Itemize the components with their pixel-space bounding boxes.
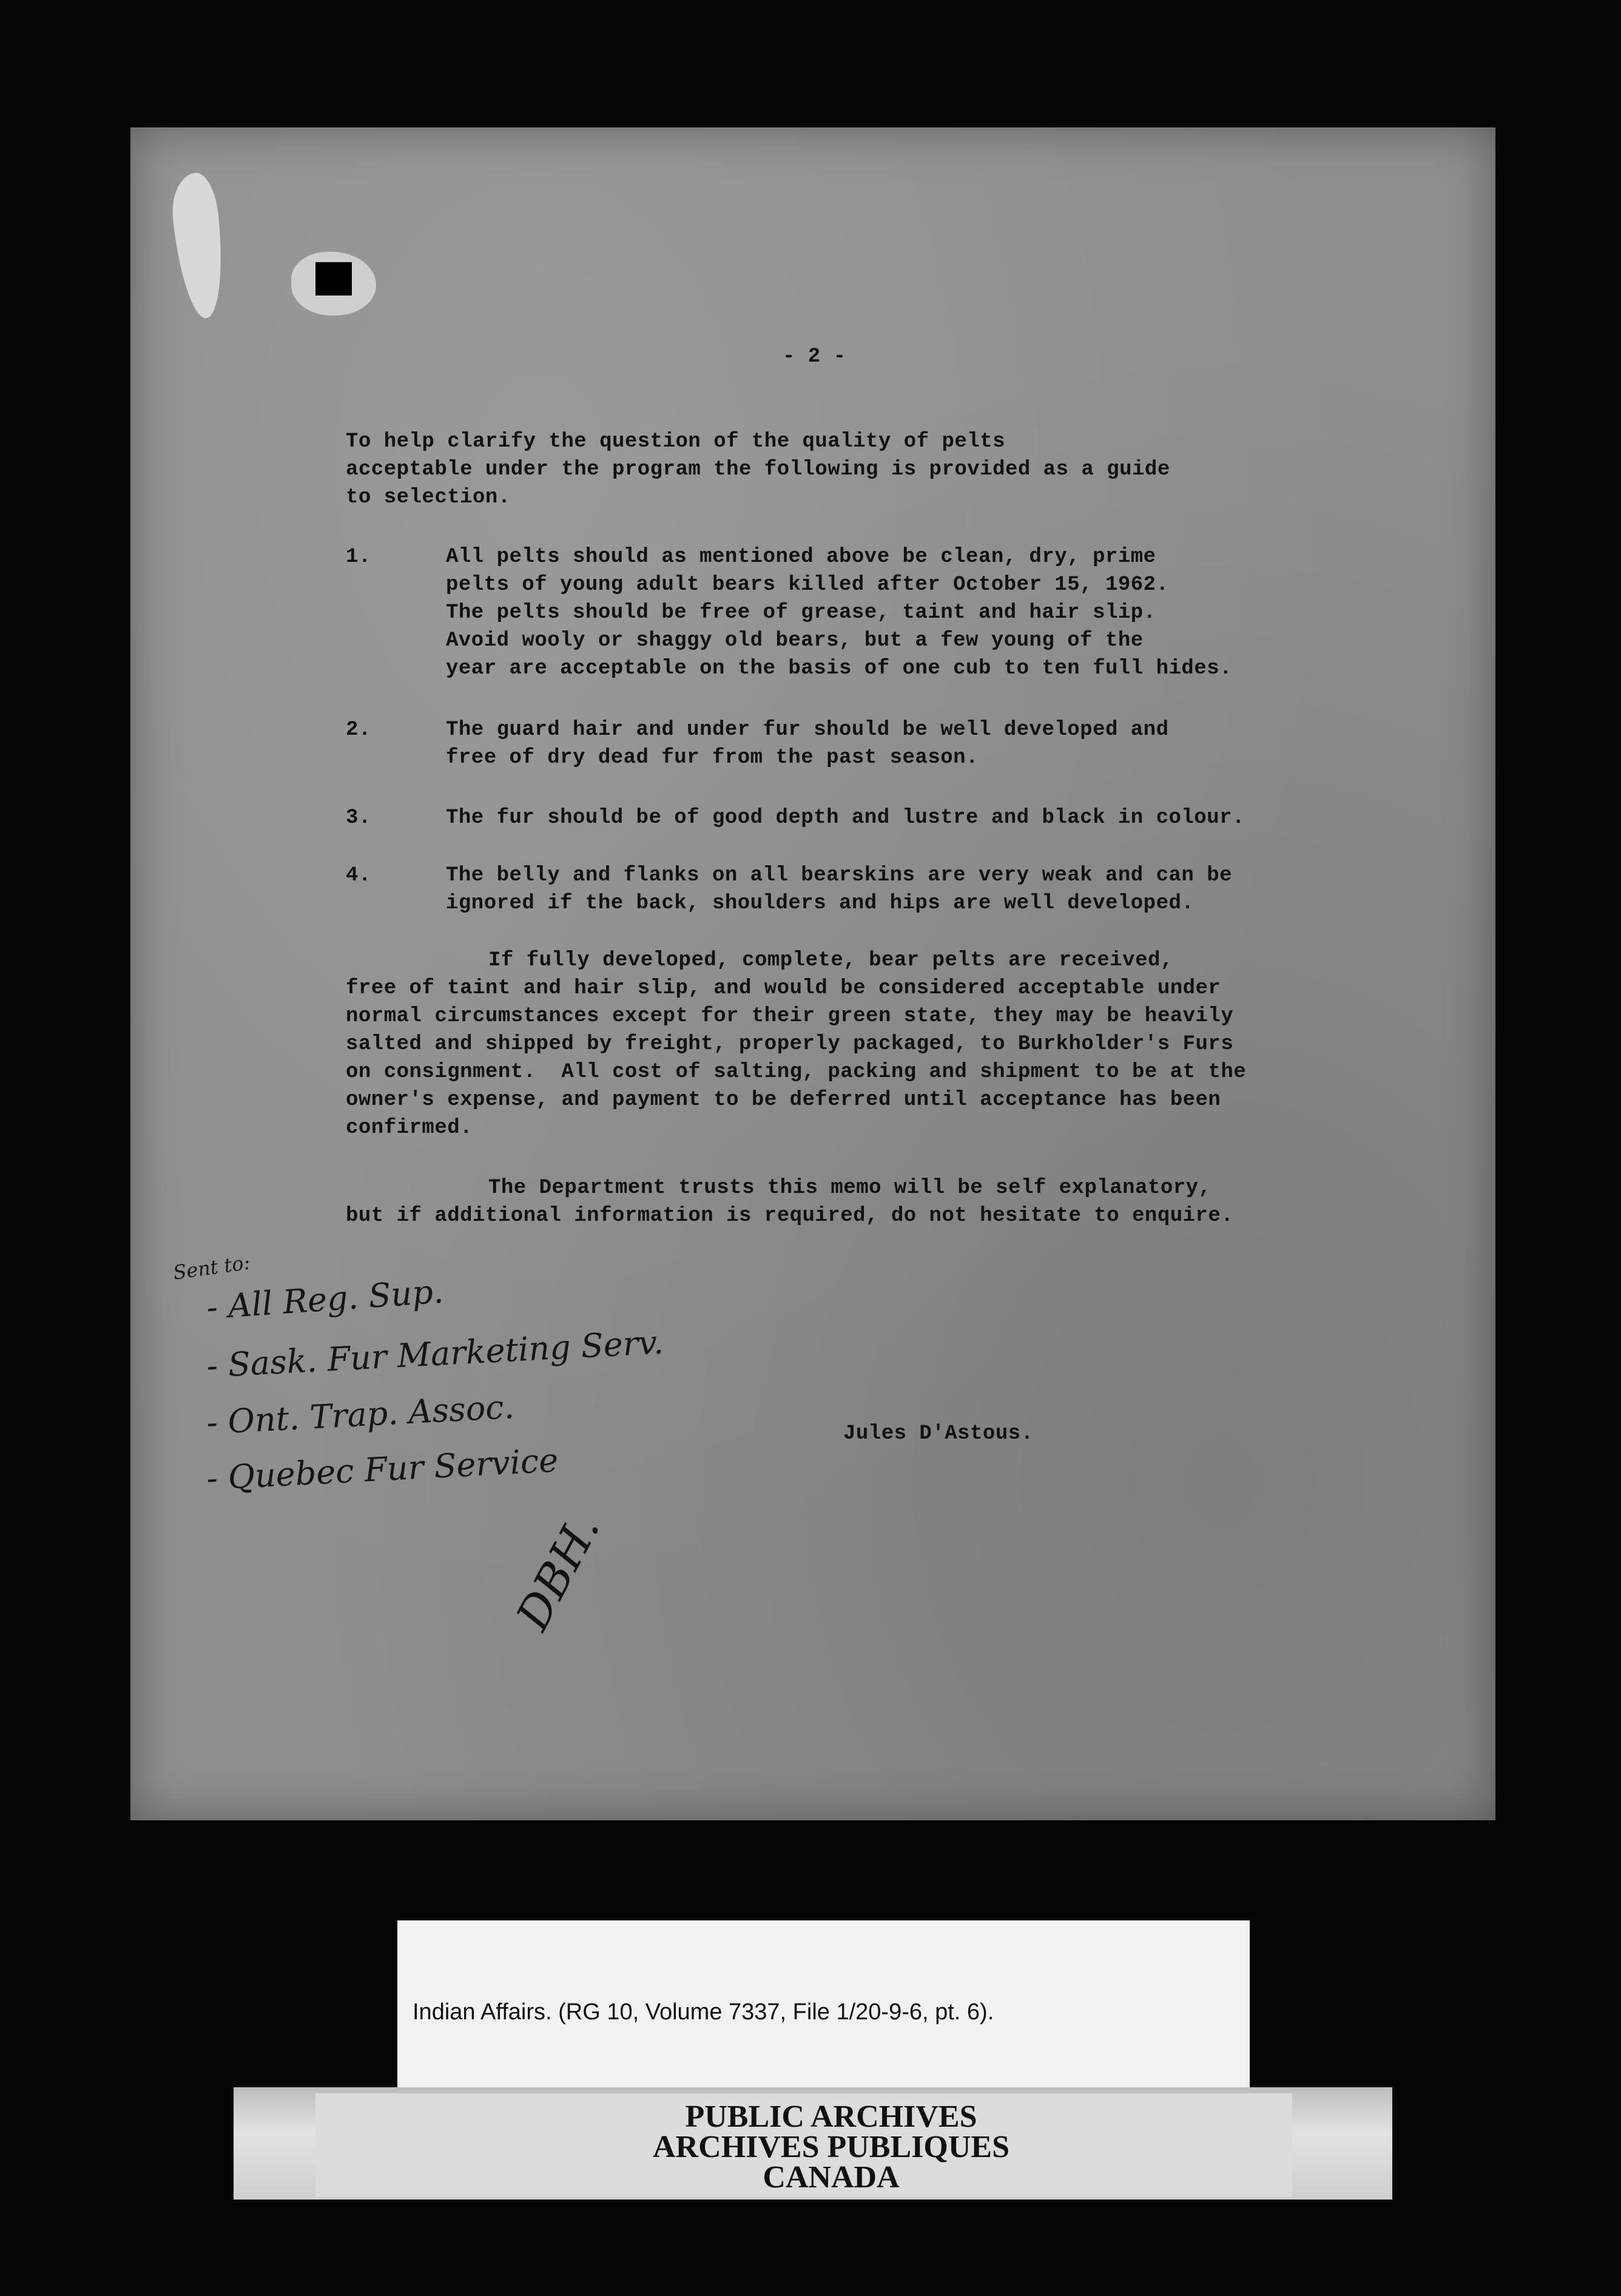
item-line: The guard hair and under fur should be well developed and <box>446 718 1169 741</box>
handwritten-initials: DBH. <box>507 1505 610 1639</box>
item-line: The fur should be of good depth and lustre and black in colour. <box>446 806 1245 829</box>
intro-paragraph <box>346 428 1170 512</box>
list-item <box>446 716 1169 772</box>
item-line: ignored if the back, shoulders and hips are well developed. <box>446 892 1195 915</box>
body-paragraph <box>346 947 1246 1142</box>
item-line: year are acceptable on the basis of one cub to ten full hides. <box>446 657 1233 680</box>
handwritten-note: - Sask. Fur Marketing Serv. <box>205 1323 665 1385</box>
paragraph-line: owner's expense, and payment to be deferred until acceptance has been <box>346 1089 1221 1112</box>
archive-stamp-line: ARCHIVES PUBLIQUES <box>652 2130 1010 2164</box>
item-number: 4. <box>346 864 371 887</box>
list-item <box>446 804 1245 832</box>
paragraph-line: salted and shipped by freight, properly packaged, to Burkholder's Furs <box>346 1033 1234 1056</box>
paragraph-line: normal circumstances except for their green state, they may be heavily <box>346 1005 1234 1028</box>
archive-stamp-line: CANADA <box>763 2160 900 2195</box>
paragraph-line: free of taint and hair slip, and would be considered acceptable under <box>346 977 1221 1000</box>
item-line: free of dry dead fur from the past season. <box>446 746 979 769</box>
item-number: 2. <box>346 718 371 741</box>
archive-citation: Indian Affairs. (RG 10, Volume 7337, File 1/20-9-6, pt. 6). <box>413 1999 994 2025</box>
list-item <box>446 543 1232 683</box>
punch-hole-shadow <box>315 262 352 295</box>
intro-line: To help clarify the question of the quality of pelts <box>346 430 1005 453</box>
item-number: 3. <box>346 806 371 829</box>
paragraph-line: The Department trusts this memo will be self explanatory, <box>488 1177 1212 1200</box>
item-number: 1. <box>346 545 371 569</box>
paragraph-line: on consignment. All cost of salting, packing and shipment to be at the <box>346 1061 1247 1084</box>
handwritten-sent-to: Sent to: <box>171 1251 252 1285</box>
item-line: All pelts should as mentioned above be clean, dry, prime <box>446 545 1156 569</box>
list-item <box>446 862 1232 917</box>
page-number: - 2 - <box>783 345 846 368</box>
intro-line: acceptable under the program the following is provided as a guide <box>346 458 1170 481</box>
item-line: Avoid wooly or shaggy old bears, but a few young of the <box>446 629 1144 652</box>
item-line: The belly and flanks on all bearskins are very weak and can be <box>446 864 1233 887</box>
paragraph-line: but if additional information is required, do not hesitate to enquire. <box>346 1204 1234 1227</box>
archive-stamp-line: PUBLIC ARCHIVES <box>685 2099 977 2134</box>
intro-line: to selection. <box>346 486 511 509</box>
closing-paragraph <box>346 1174 1233 1230</box>
item-line: The pelts should be free of grease, taint and hair slip. <box>446 601 1156 624</box>
handwritten-note: - All Reg. Sup. <box>205 1272 445 1327</box>
paragraph-line: If fully developed, complete, bear pelts are received, <box>488 949 1173 972</box>
paragraph-line: confirmed. <box>346 1116 473 1140</box>
handwritten-note: - Ont. Trap. Assoc. <box>205 1387 516 1442</box>
signature-name: Jules D'Astous. <box>843 1422 1034 1445</box>
item-line: pelts of young adult bears killed after October 15, 1962. <box>446 573 1169 596</box>
handwritten-note: - Quebec Fur Service <box>205 1440 559 1498</box>
